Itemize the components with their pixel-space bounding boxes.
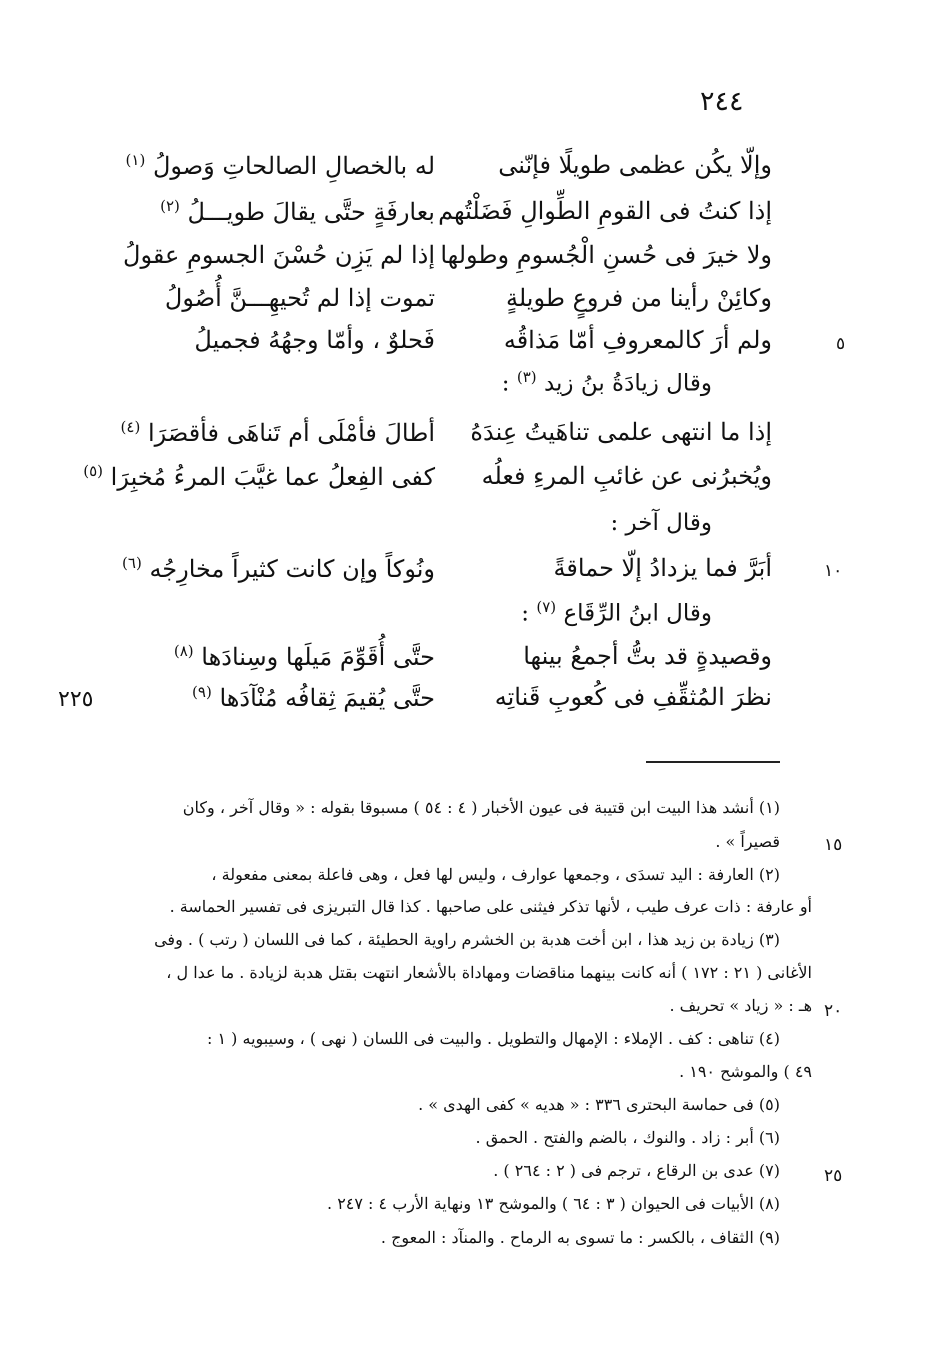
intro-riqa	[521, 600, 712, 626]
footnote-6: (٦) أبر : زاد . والنوك ، بالضم والفتح . الحمق .	[475, 1128, 780, 1147]
verse-2-first-hemistich: إذا كنتُ فى القومِ الطِّوالِ فَضَلْتُهم	[438, 197, 772, 225]
margin-line-number: ١٥	[824, 835, 843, 855]
footnote-3-line-2: الأغانى ( ٢١ : ١٧٢ ) أنه كانت بينهما مناقضات ومهاداة بالأشعار انتهت بقتل هدبة لزيادة . ما عدا ل ،	[166, 963, 812, 982]
margin-line-number: ١٠	[824, 561, 843, 581]
verse-8-second-hemistich	[122, 554, 435, 583]
margin-line-number: ٥	[836, 334, 846, 354]
verse-9-second-hemistich	[145, 644, 435, 669]
intro-colon: :	[521, 600, 530, 627]
hemistich-text: حتَّى يُقيمَ ثِقافُه مُنْآدَها	[219, 684, 435, 712]
footnote-marker: (٤)	[120, 418, 141, 436]
intro-ziyada	[502, 370, 712, 396]
hemistich-text: أطالَ فأمْلَى أم تَناهَى فأقصَرَا	[147, 419, 435, 447]
intro-text: وقال ابنُ الرِّقَاع	[563, 600, 712, 627]
footnote-marker: (٧)	[536, 598, 557, 616]
footnote-marker: (٨)	[173, 642, 194, 660]
footnote-marker: (٦)	[122, 554, 142, 572]
footnote-4-line-2: ٤٩ ) والموشح ١٩٠ .	[679, 1062, 812, 1081]
margin-line-number: ٢٠	[824, 1001, 843, 1021]
verse-3-first-hemistich: ولا خيرَ فى حُسنِ الْجُسومِ وطولها	[440, 241, 772, 269]
verse-7-first-hemistich: ويُخبرُنى عن غائبِ المرءِ فعلُه	[481, 462, 772, 490]
margin-page-reference: ٢٢٥	[58, 687, 94, 712]
intro-colon: :	[501, 370, 510, 397]
footnote-marker: (٥)	[83, 462, 104, 480]
hemistich-text: حتَّى أُقَوِّمَ مَيلَها وسِنادَها	[201, 643, 435, 671]
footnote-1-line-2: قصيراً » .	[715, 832, 780, 851]
margin-line-number: ٢٥	[824, 1166, 843, 1186]
footnote-4-line-1: (٤) تناهى : كف . الإملاء : الإمهال والتطويل . والبيت فى اللسان ( نهى ) ، وسيبويه ( ١ :	[207, 1029, 780, 1048]
footnote-marker: (٩)	[192, 683, 212, 701]
verse-4-second-hemistich: تموت إذا لم تُحيهِـــنَّ أُصُولُ	[164, 284, 435, 312]
verse-7-second-hemistich	[83, 462, 435, 491]
footnote-marker: (٣)	[516, 368, 537, 386]
footnote-1-line-1: (١) أنشد هذا البيت ابن قتيبة فى عيون الأخبار ( ٤ : ٥٤ ) مسبوقا بقوله : « وقال آخر ، وكان	[182, 798, 780, 817]
verse-5-first-hemistich: ولم أرَ كالمعروفِ أمّا مَذاقُه	[503, 326, 772, 354]
footnote-separator	[646, 761, 780, 763]
verse-8-first-hemistich: أبَرَّ فما يزدادُ إلّا حماقةً	[553, 554, 772, 582]
verse-4-first-hemistich: وكائِنْ رأينا من فروعٍ طويلةٍ	[505, 284, 772, 312]
footnote-marker: (٢)	[160, 197, 180, 215]
verse-9-first-hemistich: وقصيدةٍ قد بتُّ أجمعُ بينها	[523, 642, 772, 670]
footnote-5: (٥) فى حماسة البحترى ٣٣٦ : « هديه » كفى الهدى » .	[418, 1095, 780, 1114]
verse-1-second-hemistich	[125, 151, 435, 180]
verse-5-second-hemistich: فَحلوٌ ، وأمّا وجهُهُ فجميلُ	[194, 326, 435, 354]
verse-3-second-hemistich: إذا لم يَزِن حُسْنَ الجسومِ عقولُ	[123, 241, 435, 269]
intro-akhar: وقال آخر :	[610, 510, 712, 536]
footnote-7: (٧) عدى بن الرقاع ، ترجم فى ( ٢ : ٢٦٤ ) .	[493, 1161, 780, 1180]
footnote-2-line-2: أو عارفة : ذات عرف طيب ، لأنها تذكر فيثنى على صاحبها . كذا قال التبريزى فى تفسير الحماسة .	[169, 897, 812, 916]
intro-text: وقال زيادَةُ بنُ زيد	[543, 370, 712, 397]
verse-6-first-hemistich: إذا ما انتهى علمى تناهَيتُ عِندَهُ	[470, 418, 772, 446]
footnote-3-line-3: هـ : « زياد » تحريف .	[669, 996, 812, 1015]
hemistich-text: كفى الفِعلُ عما غيَّبَ المرءُ مُخبِرَا	[110, 463, 435, 491]
footnote-2-line-1: (٢) العارفة : اليد تسدَى ، وجمعها عوارف ، وليس لها فعل ، وهى فاعلة بمعنى مفعولة ،	[211, 865, 780, 884]
page-number: ٢٤٤	[700, 86, 744, 117]
footnote-8: (٨) الأبيات فى الحيوان ( ٣ : ٦٤ ) والموشح ١٣ ونهاية الأرب ٤ : ٢٤٧ .	[327, 1194, 780, 1213]
verse-1-first-hemistich: وإلّا يكُن عظمى طويلًا فإنّنى	[498, 151, 772, 179]
footnote-9: (٩) الثقاف ، بالكسر : ما تسوى به الرماح . والمنآد : المعوج .	[380, 1228, 780, 1247]
verse-10-first-hemistich: نظرَ المُثقِّفِ فى كُعوبِ قَناتِه	[494, 683, 772, 711]
hemistich-text: ونُوكاً وإن كانت كثيراً مخارِجُه	[149, 555, 435, 583]
footnote-marker: (١)	[125, 151, 146, 169]
verse-2-second-hemistich	[145, 199, 435, 224]
hemistich-text: بعارفَةٍ حتَّى يقالَ طويـــلُ	[187, 198, 435, 226]
footnote-3-line-1: (٣) زيادة بن زيد هذا ، ابن أخت هدبة بن الخشرم راوية الحطيئة ، كما فى اللسان ( رتب ) . وفى	[154, 930, 780, 949]
hemistich-text: له بالخصالِ الصالحاتِ وَصولُ	[152, 152, 435, 180]
verse-6-second-hemistich	[120, 418, 435, 447]
verse-10-second-hemistich	[145, 685, 435, 710]
